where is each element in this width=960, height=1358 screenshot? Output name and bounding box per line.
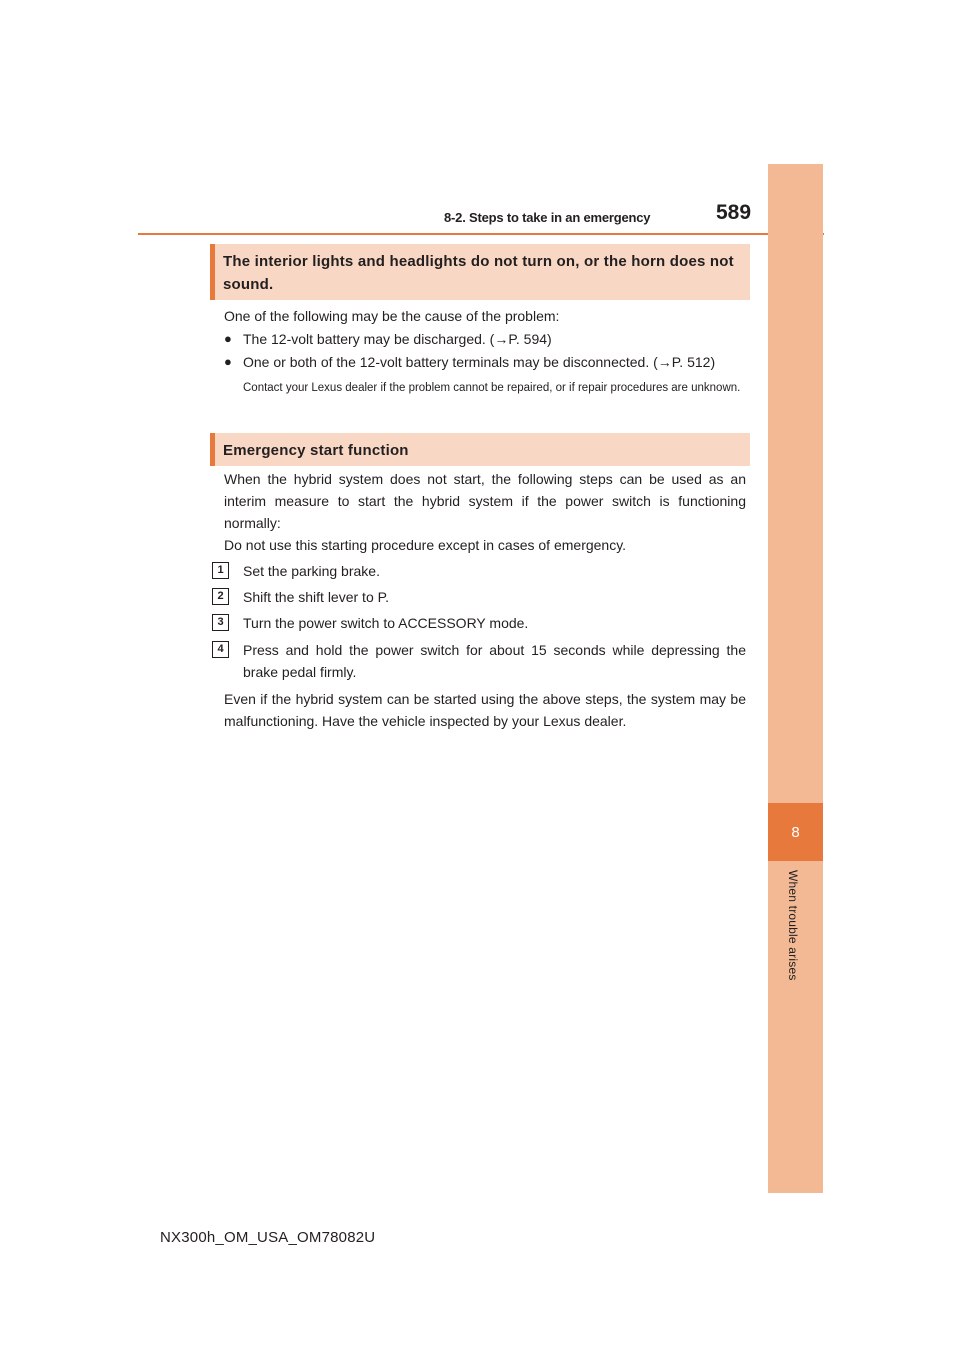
step-number-badge: 1 (212, 562, 229, 579)
section2-intro: When the hybrid system does not start, the following steps can be used as an interim measure to start the hybrid system if the power switch is functioning normally: (224, 471, 746, 531)
step-text: Turn the power switch to ACCESSORY mode. (243, 615, 529, 631)
page-number: 589 (716, 201, 752, 224)
bullet-icon: ● (224, 331, 232, 346)
header-divider (138, 233, 824, 235)
bullet-icon: ● (224, 354, 232, 369)
section1-intro: One of the following may be the cause of the problem: (224, 308, 560, 324)
section-heading-emergency-start: Emergency start function (210, 433, 750, 466)
step-text: Press and hold the power switch for about 15 seconds while depressing the brake pedal firmly. (243, 642, 746, 680)
bullet-item: The 12-volt battery may be discharged. (→P. 594) (243, 331, 552, 347)
bullet-item: One or both of the 12-volt battery terminals may be disconnected. (→P. 512) (243, 354, 716, 370)
step-text: Shift the shift lever to P. (243, 589, 390, 605)
step-number-badge: 4 (212, 641, 229, 658)
header-section-title: 8-2. Steps to take in an emergency (444, 210, 651, 225)
document-id: NX300h_OM_USA_OM78082U (160, 1229, 376, 1246)
chapter-title: When trouble arises (786, 870, 800, 981)
step-number-badge: 3 (212, 614, 229, 631)
section2-outro: Even if the hybrid system can be started using the above steps, the system may be malfunctioning. Have the vehicle inspected by your Lexus dealer. (224, 691, 746, 729)
section-heading-lights-horn: The interior lights and headlights do not turn on, or the horn does not sound. (210, 244, 750, 300)
step-text: Set the parking brake. (243, 563, 380, 579)
section1-note: Contact your Lexus dealer if the problem cannot be repaired, or if repair procedures are unknown. (243, 382, 741, 394)
step-number-badge: 2 (212, 588, 229, 605)
section2-warning: Do not use this starting procedure except in cases of emergency. (224, 537, 627, 553)
chapter-side-tab (768, 164, 823, 1193)
chapter-number-tab: 8 (768, 803, 823, 861)
